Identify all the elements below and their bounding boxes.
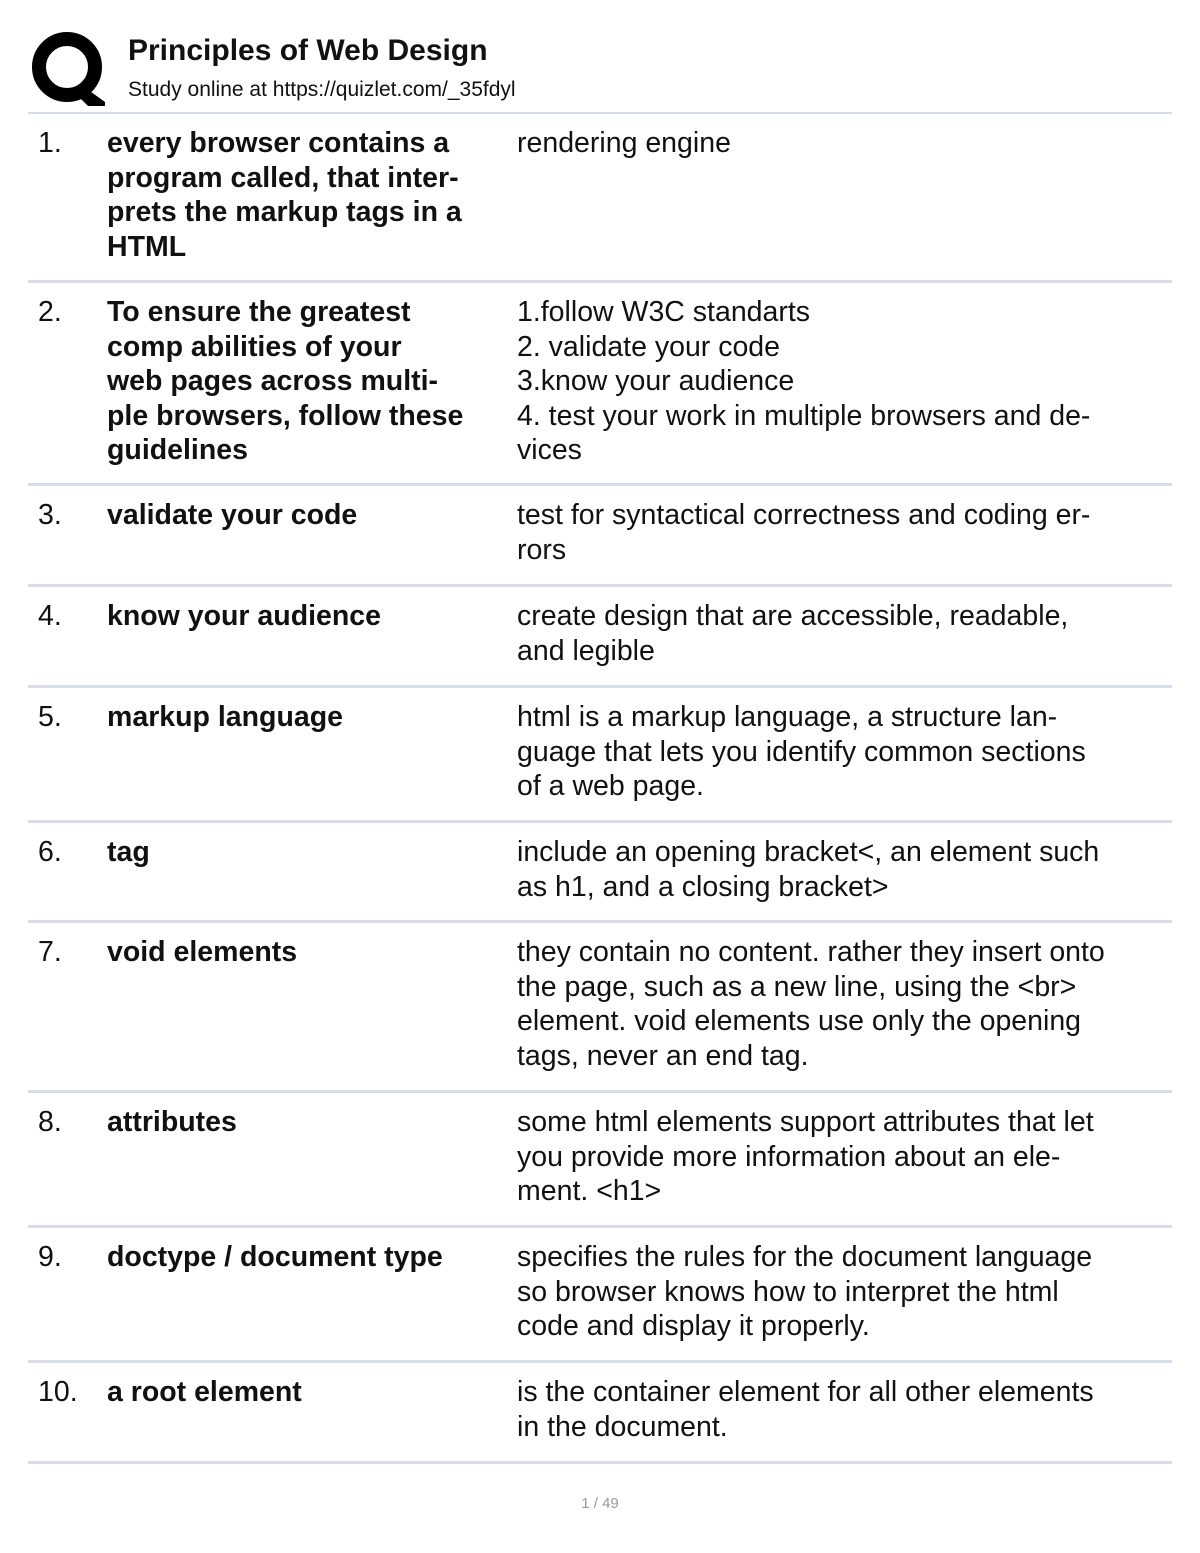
flashcard-row (28, 1093, 1172, 1228)
quizlet-logo-icon (30, 30, 108, 106)
card-number: 1. (38, 127, 62, 159)
page-number: 1 / 49 (581, 1495, 619, 1512)
flashcard-row (28, 688, 1172, 823)
flashcard-row (28, 114, 1172, 283)
card-definition: test for syntactical correctness and coding er- rors (517, 499, 1091, 566)
card-term: tag (107, 836, 150, 868)
card-definition: create design that are accessible, readable, and legible (517, 600, 1069, 667)
card-number: 9. (38, 1241, 62, 1273)
flashcard-row (28, 1363, 1172, 1464)
card-definition: is the container element for all other elements in the document. (517, 1376, 1094, 1443)
card-number: 5. (38, 701, 62, 733)
study-online-link[interactable]: Study online at https://quizlet.com/_35fdyl (128, 78, 516, 101)
card-term: void elements (107, 936, 298, 968)
card-number: 6. (38, 836, 62, 868)
card-number: 7. (38, 936, 62, 968)
card-term: every browser contains a program called, that inter- prets the markup tags in a HTML (107, 127, 462, 263)
card-number: 3. (38, 499, 62, 531)
card-number: 2. (38, 296, 62, 328)
card-definition: 1.follow W3C standarts 2. validate your code 3.know your audience 4. test your work in multiple browsers and de- vices (517, 296, 1091, 466)
card-number: 8. (38, 1106, 62, 1138)
document-header (28, 28, 1172, 114)
card-definition: they contain no content. rather they insert onto the page, such as a new line, using the <br> element. void elements use only the opening tags, never an end tag. (517, 936, 1105, 1072)
card-number: 10. (38, 1376, 78, 1408)
flashcard-list (28, 114, 1172, 1464)
card-definition: html is a markup language, a structure lan- guage that lets you identify common sections of a web page. (517, 701, 1086, 802)
flashcard-row (28, 923, 1172, 1093)
card-term: attributes (107, 1106, 237, 1138)
flashcard-row (28, 1228, 1172, 1363)
card-term: validate your code (107, 499, 358, 531)
card-definition: specifies the rules for the document language so browser knows how to interpret the html code and display it properly. (517, 1241, 1093, 1342)
card-term: know your audience (107, 600, 381, 632)
card-number: 4. (38, 600, 62, 632)
card-term: doctype / document type (107, 1241, 443, 1273)
card-definition: include an opening bracket<, an element such as h1, and a closing bracket> (517, 836, 1100, 903)
flashcard-row (28, 283, 1172, 486)
document-title: Principles of Web Design (128, 34, 488, 67)
card-term: markup language (107, 701, 343, 733)
card-term: To ensure the greatest comp abilities of your web pages across multi- ple browsers, follow these guidelines (107, 296, 464, 466)
card-definition: rendering engine (517, 127, 731, 159)
flashcard-row (28, 587, 1172, 688)
flashcard-row (28, 823, 1172, 923)
card-term: a root element (107, 1376, 302, 1408)
flashcard-row (28, 486, 1172, 587)
card-definition: some html elements support attributes that let you provide more information about an ele- ment. <h1> (517, 1106, 1094, 1207)
